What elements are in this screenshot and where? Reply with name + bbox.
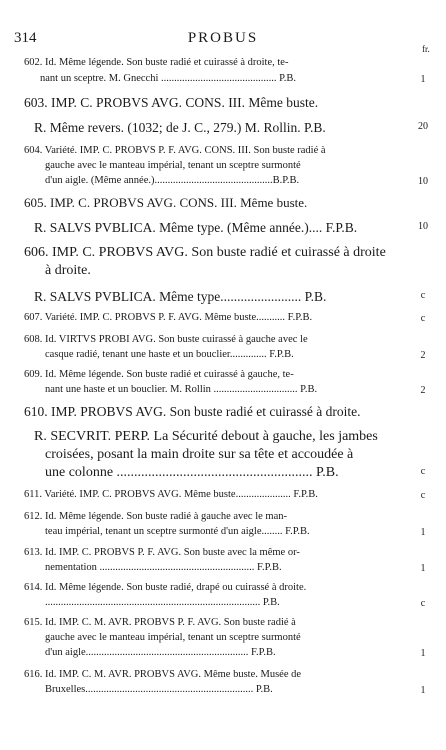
- entry-line: 602. Id. Même légende. Son buste radié et cuirassé à droite, te-: [24, 57, 289, 68]
- entry-line: nant un sceptre. M. Gnecchi ............................................ P.B.: [40, 73, 297, 84]
- catalogue-entry: [0, 290, 446, 306]
- entry-line: 613. Id. IMP. C. PROBVS P. F. AVG. Son buste avec la même or-: [24, 547, 300, 558]
- entry-line: une colonne ........................................................ P.B.: [45, 465, 339, 480]
- page-header: [0, 30, 446, 52]
- catalogue-entry: [0, 121, 446, 137]
- catalogue-entry: [0, 370, 446, 400]
- price-value: 20: [418, 121, 428, 132]
- page-number: 314: [14, 30, 37, 46]
- catalogue-entry: [0, 670, 446, 700]
- page-title: PROBUS: [187, 30, 259, 46]
- entry-line: nant une haste et un bouclier. M. Rollin ................................ P.B.: [45, 384, 318, 395]
- catalogue-entry: [0, 618, 446, 663]
- entry-line: 605. IMP. C. PROBVS AVG. CONS. III. Même buste.: [24, 195, 308, 210]
- entry-line: teau impérial, tenant un sceptre surmonté d'un aigle........ F.P.B.: [45, 526, 310, 537]
- catalogue-entry: [0, 246, 446, 282]
- price-value: c: [420, 466, 426, 477]
- entry-line: 607. Variété. IMP. C. PROBVS P. F. AVG. Même buste........... F.P.B.: [24, 312, 313, 323]
- price-value: c: [420, 490, 426, 501]
- entry-line: 609. Id. Même légende. Son buste radié et cuirassé à gauche, te-: [24, 369, 294, 380]
- price-value: 10: [418, 176, 428, 187]
- entry-line: 603. IMP. C. PROBVS AVG. CONS. III. Même buste.: [24, 95, 319, 110]
- entry-line: R. Même revers. (1032; de J. C., 279.) M. Rollin. P.B.: [34, 120, 326, 135]
- entry-line: 610. IMP. PROBVS AVG. Son buste radié et cuirassé à droite.: [24, 404, 361, 419]
- catalogue-entry: [0, 96, 446, 112]
- price-value: 1: [420, 648, 426, 659]
- entry-line: 615. Id. IMP. C. M. AVR. PROBVS P. F. AVG. Son buste radié à: [24, 617, 296, 628]
- catalogue-entry: [0, 196, 446, 212]
- catalogue-entry: [0, 490, 446, 506]
- catalogue-entry: [0, 58, 446, 90]
- price-value: 2: [420, 385, 426, 396]
- entry-line: 606. IMP. C. PROBVS AVG. Son buste radié et cuirassé à droite: [24, 245, 386, 260]
- entry-line: 608. Id. VIRTVS PROBI AVG. Son buste cuirassé à gauche avec le: [24, 334, 308, 345]
- entry-line: d'un aigle.............................................................. F.P.B.: [45, 647, 276, 658]
- price-value: c: [420, 598, 426, 609]
- entry-line: d'un aigle. (Même année.).............................................B.P.B.: [45, 175, 300, 186]
- column-label: fr.: [422, 44, 430, 54]
- catalogue-entry: [0, 221, 446, 237]
- entry-line: R. SALVS PVBLICA. Même type. (Même année.).... F.P.B.: [34, 220, 358, 235]
- entry-line: .................................................................................. P.B.: [45, 597, 280, 608]
- entry-line: croisées, posant la main droite sur sa tête et accoudée à: [45, 447, 354, 462]
- catalogue-entry: [0, 313, 446, 329]
- price-value: 1: [420, 563, 426, 574]
- entry-line: nementation ........................................................... F.P.B.: [45, 562, 282, 573]
- catalogue-entry: [0, 405, 446, 421]
- entry-line: casque radié, tenant une haste et un bouclier.............. F.P.B.: [45, 349, 294, 360]
- price-value: 1: [420, 74, 426, 85]
- price-value: 2: [420, 350, 426, 361]
- entry-line: R. SALVS PVBLICA. Même type........................ P.B.: [34, 289, 327, 304]
- entry-line: 614. Id. Même légende. Son buste radié, drapé ou cuirassé à droite.: [24, 582, 307, 593]
- price-value: 10: [418, 221, 428, 232]
- catalogue-entry: [0, 548, 446, 578]
- entry-line: gauche avec le manteau impérial, tenant un sceptre surmonté: [45, 160, 301, 171]
- entry-line: 612. Id. Même légende. Son buste radié à gauche avec le man-: [24, 511, 287, 522]
- entry-line: Bruxelles................................................................ P.B.: [45, 684, 273, 695]
- price-value: 1: [420, 527, 426, 538]
- entry-line: 611. Variété. IMP. C. PROBVS AVG. Même buste..................... F.P.B.: [24, 489, 318, 500]
- catalogue-entry: [0, 430, 446, 484]
- entry-line: 616. Id. IMP. C. M. AVR. PROBVS AVG. Même buste. Musée de: [24, 669, 302, 680]
- catalogue-entry: [0, 335, 446, 365]
- catalogue-entry: [0, 512, 446, 542]
- catalogue-entry: [0, 583, 446, 613]
- price-value: 1: [420, 685, 426, 696]
- entry-line: 604. Variété. IMP. C. PROBVS P. F. AVG. CONS. III. Son buste radié à: [24, 145, 326, 156]
- price-value: c: [420, 290, 426, 301]
- entry-line: R. SECVRIT. PERP. La Sécurité debout à gauche, les jambes: [34, 429, 378, 444]
- entry-line: à droite.: [45, 263, 91, 278]
- catalogue-entry: [0, 146, 446, 191]
- entry-line: gauche avec le manteau impérial, tenant un sceptre surmonté: [45, 632, 301, 643]
- price-value: c: [420, 313, 426, 324]
